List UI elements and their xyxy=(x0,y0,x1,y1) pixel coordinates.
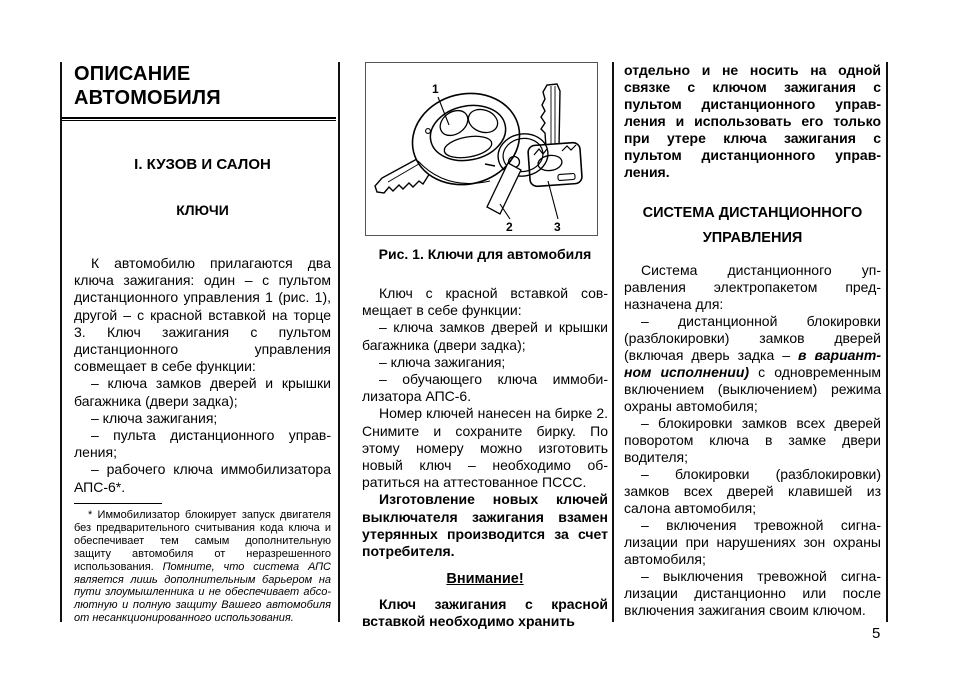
list-item xyxy=(624,313,881,415)
left-column xyxy=(74,62,331,625)
section-heading-remote-control: СИСТЕМА ДИСТАНЦИОННОГО УПРАВЛЕНИЯ xyxy=(642,205,863,246)
footnote-text xyxy=(74,509,331,625)
title-double-rule xyxy=(62,117,336,121)
page-number: 5 xyxy=(872,625,881,642)
column-rule-2 xyxy=(612,62,614,622)
list-item: – ключа зажигания; xyxy=(91,409,218,426)
attention-heading: Внимание! xyxy=(446,571,524,588)
figure-label-2: 2 xyxy=(506,220,513,234)
paragraph: К автомобилю прилагаются два ключа зажигания: один – с пультом дистанционного управления 1 (рис. 1), другой – с красной вставкой на торце 3. Ключ зажигания с пультом дистанционного управления совмещает в себе функции: xyxy=(74,255,331,375)
figure-label-1: 1 xyxy=(432,82,439,96)
paragraph-bold-continued: отдельно и не носить на одной связке с ключом зажигания с пультом дистанционного управления и использовать его только при утере ключа зажигания с пультом дистанционного управления. xyxy=(624,62,881,180)
list-item: – ключа зажигания; xyxy=(379,353,506,370)
column-rule-1 xyxy=(338,62,340,622)
list-item: – выключения тревожной сигнализации дистанционно или после включения зажигания своим ключом. xyxy=(624,568,881,618)
footnote-rule xyxy=(74,503,162,504)
list-item: – блокировки (разблокировки) замков всех дверей клавишей из салона автомобиля; xyxy=(624,466,881,516)
section-heading: I. КУЗОВ И САЛОН xyxy=(134,156,271,173)
middle-column xyxy=(362,62,608,631)
list-item: – ключа замков дверей и крышки багажника (двери задка); xyxy=(362,319,608,353)
footnote-italic: Помните, что система АПС является лишь дополнительным барьером на пути злоумышленника и не обеспечивает абсолютную и полную защиту Вашего автомобиля от несанкционированного использования. xyxy=(74,560,331,625)
figure-keys xyxy=(365,62,598,236)
list-item: – рабочего ключа иммобилизатора АПС-6*. xyxy=(74,461,331,495)
list-item-bold-italic: в вариантном исполнении) xyxy=(624,347,881,380)
list-item: – включения тревожной сигнализации при нарушениях зон охраны автомобиля; xyxy=(624,517,881,567)
figure-label-3: 3 xyxy=(554,220,561,234)
figure-caption: Рис. 1. Ключи для автомобиля xyxy=(378,246,592,262)
page-title: ОПИСАНИЕ АВТОМОБИЛЯ xyxy=(74,63,221,109)
list-item: – блокировки замков всех дверей поворотом ключа в замке двери водителя; xyxy=(624,415,881,465)
list-item: – обучающего ключа иммобилизатора АПС-6. xyxy=(362,371,608,405)
list-item: – пульта дистанционного управления; xyxy=(74,427,331,461)
paragraph: Номер ключей нанесен на бирке 2. Снимите и сохраните бирку. По этому номеру можно изготовить новый ключ – необходимо обратиться на аттестованное ПССС. xyxy=(362,405,608,491)
list-item: – ключа замков дверей и крышки багажника (двери задка); xyxy=(74,375,331,409)
column-rule-left xyxy=(60,62,62,622)
sub-heading-keys: КЛЮЧИ xyxy=(176,202,229,218)
footnote xyxy=(74,503,331,625)
right-column xyxy=(624,62,881,619)
attention-paragraph: Ключ зажигания с красной вставкой необходимо хранить xyxy=(362,596,608,630)
paragraph: Система дистанционного управления электропакетом предназначена для: xyxy=(624,262,881,312)
keys-illustration xyxy=(366,63,597,235)
paragraph-bold: Изготовление новых ключей выключателя зажигания взамен утерянных производится за счет потребителя. xyxy=(362,491,608,560)
list-item-text: – дистанционной блокировки (разблокировки) замков дверей (включая дверь задка – xyxy=(624,313,881,363)
column-rule-right xyxy=(886,62,888,622)
paragraph: Ключ с красной вставкой совмещает в себе функции: xyxy=(362,285,608,319)
red-insert-key xyxy=(528,84,583,187)
footnote-normal: * Иммобилизатор блокирует запуск двигателя без предварительного считывания кода ключа и обеспечивает тем самым дополнительную защиту автомобиля от неразрешенного использования. xyxy=(74,509,331,573)
list-item-text: с одновременным включением (выключением) режима охраны автомобиля; xyxy=(624,364,881,414)
